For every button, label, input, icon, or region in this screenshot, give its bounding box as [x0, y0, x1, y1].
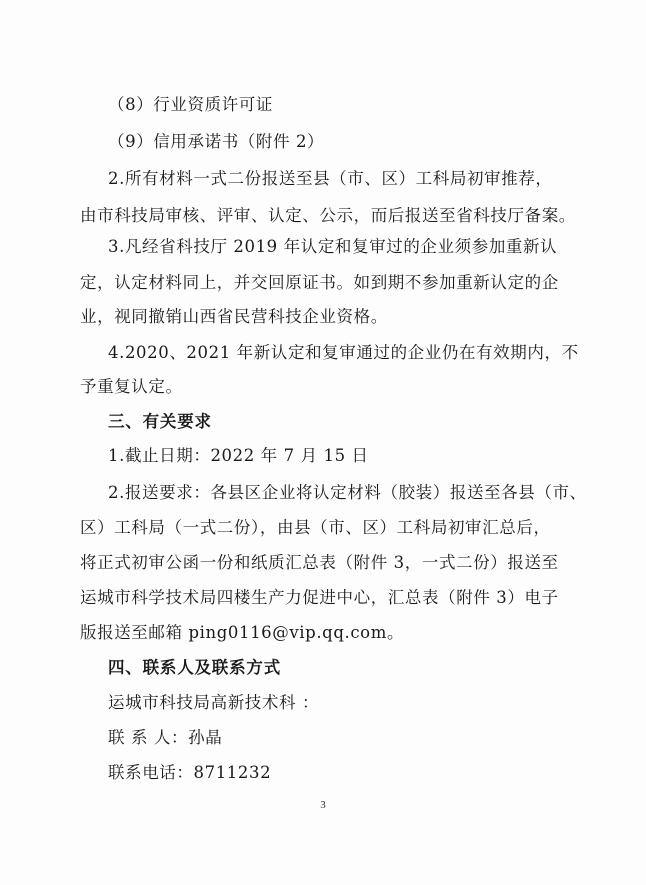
- contact-department: 运城市科技局高新技术科 ：: [108, 693, 320, 712]
- section-heading-requirements: 三、有关要求: [108, 412, 212, 431]
- paragraph-2-line-2: 由市科技局审核、评审、认定、公示，而后报送至省科技厅备案。: [80, 206, 576, 225]
- submission-line-3: 将正式初审公函一份和纸质汇总表（附件 3，一式二份）报送至: [80, 553, 559, 572]
- deadline-line: 1.截止日期：2022 年 7 月 15 日: [108, 446, 369, 465]
- paragraph-3-line-2: 定，认定材料同上，并交回原证书。如到期不参加重新认定的企: [80, 273, 559, 292]
- paragraph-4-line-1: 4.2020、2021 年新认定和复审通过的企业仍在有效期内，不: [108, 343, 579, 362]
- paragraph-3-line-1: 3.凡经省科技厅 2019 年认定和复审过的企业须参加重新认: [108, 237, 558, 256]
- paragraph-3-line-3: 业，视同撤销山西省民营科技企业资格。: [80, 307, 388, 326]
- submission-line-4: 运城市科学技术局四楼生产力促进中心，汇总表（附件 3）电子: [80, 588, 559, 607]
- submission-line-5: 版报送至邮箱 ping0116@vip.qq.com。: [80, 623, 405, 642]
- paragraph-4-line-2: 予重复认定。: [80, 377, 183, 396]
- list-item-9: （9）信用承诺书（附件 2）: [108, 132, 325, 151]
- contact-person: 联 系 人：孙晶: [108, 728, 223, 747]
- submission-line-1: 2.报送要求：各县区企业将认定材料（胶装）报送至各县（市、: [108, 483, 587, 502]
- page-number: 3: [320, 799, 326, 811]
- submission-line-2: 区）工科局（一式二份），由县（市、区）工科局初审汇总后，: [80, 518, 551, 537]
- paragraph-2-line-1: 2.所有材料一式二份报送至县（市、区）工科局初审推荐，: [108, 169, 553, 188]
- section-heading-contact: 四、联系人及联系方式: [108, 658, 281, 677]
- contact-phone: 联系电话：8711232: [108, 763, 272, 782]
- list-item-8: （8）行业资质许可证: [108, 95, 273, 114]
